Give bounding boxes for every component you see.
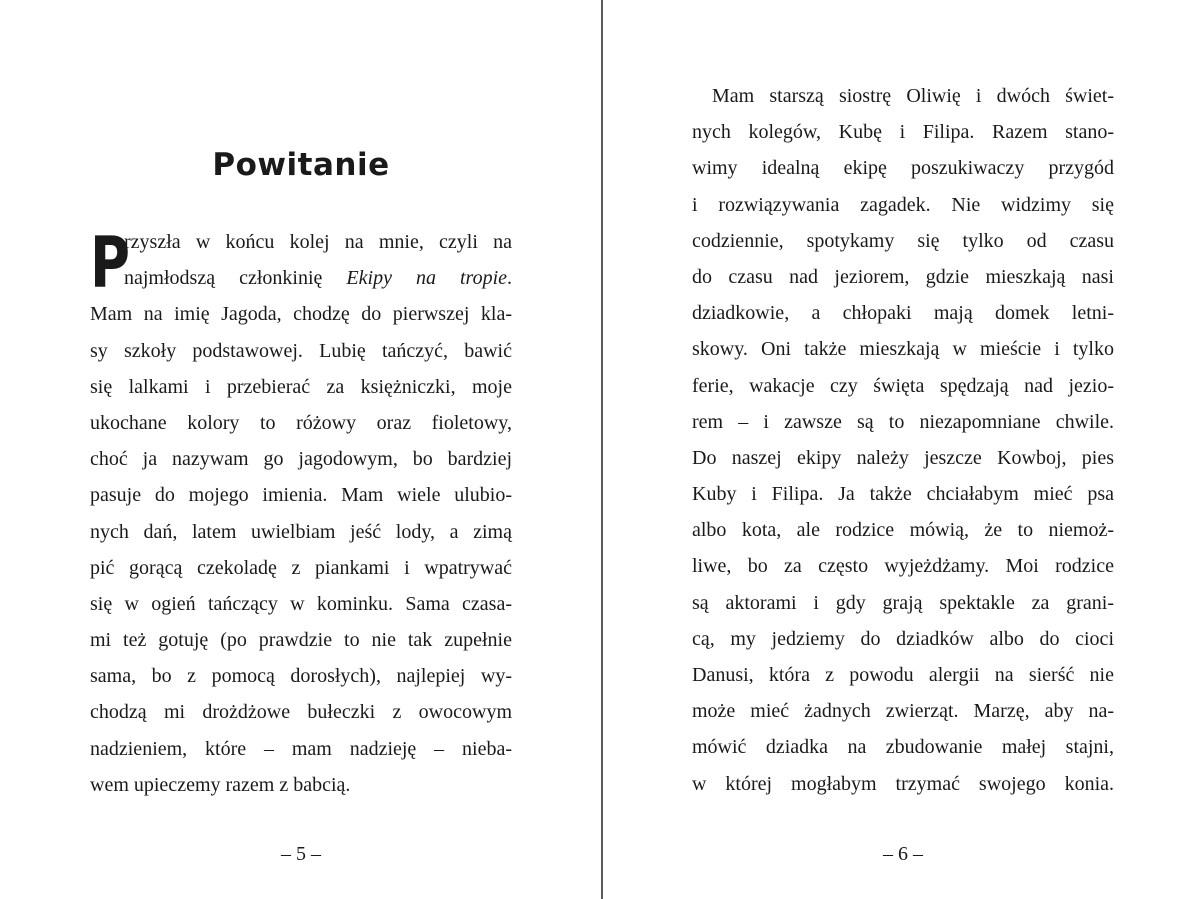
drop-cap: P — [90, 222, 131, 304]
italic-title: Ekipy na tropie — [346, 267, 508, 290]
text-line: ukochane kolory to różowy oraz fioletowy, — [90, 411, 512, 434]
text-line: się lalkami i przebierać za księżniczki, moje — [90, 375, 512, 398]
text-line: chodzą mi drożdżowe bułeczki z owocowym — [90, 701, 512, 724]
text-line: rem – i zawsze są to niezapomniane chwile. — [692, 410, 1114, 433]
text-line: mówić dziadka na zbudowanie małej stajni, — [692, 736, 1114, 759]
right-body-text — [692, 78, 1114, 802]
text-fragment: najmłodszą członkinię — [124, 267, 347, 290]
text-line: codziennie, spotykamy się tylko od czasu — [692, 229, 1114, 252]
text-line: dziadkowie, a chłopaki mają domek letni- — [692, 302, 1114, 325]
text-line: cą, my jedziemy do dziadków albo do cioci — [692, 627, 1114, 650]
text-line: w której mogłabym trzymać swojego konia. — [692, 772, 1114, 795]
text-line: Mam starszą siostrę Oliwię i dwóch świet- — [712, 85, 1114, 107]
page-number: – 5 – — [281, 843, 321, 865]
text-line: albo kota, ale rodzice mówią, że to niemoż- — [692, 519, 1114, 542]
text-line: rzyszła w końcu kolej na mnie, czyli na — [124, 231, 512, 253]
text-line: się w ogień tańczący w kominku. Sama czasa- — [90, 592, 512, 615]
text-line: pić gorącą czekoladę z piankami i wpatrywać — [90, 556, 512, 579]
text-line: sama, bo z pomocą dorosłych), najlepiej wy- — [90, 665, 512, 688]
text-line: wem upieczemy razem z babcią. — [90, 773, 351, 796]
text-line: pasuje do mojego imienia. Mam wiele ulubio- — [90, 484, 512, 507]
text-line: choć ja nazywam go jagodowym, bo bardziej — [90, 448, 512, 471]
gutter-divider — [601, 0, 603, 899]
left-body-text — [90, 224, 512, 803]
text-line: Kuby i Filipa. Ja także chciałabym mieć psa — [692, 483, 1114, 506]
page-number: – 6 – — [883, 843, 923, 865]
text-line: sy szkoły podstawowej. Lubię tańczyć, bawić — [90, 339, 512, 362]
text-line: ferie, wakacje czy święta spędzają nad jezio- — [692, 374, 1114, 397]
right-page — [692, 0, 1114, 899]
text-line: nadzieniem, które – mam nadzieję – nieba- — [90, 737, 512, 760]
text-line: skowy. Oni także mieszkają w mieście i tylko — [692, 338, 1114, 361]
text-line: może mieć żadnych zwierząt. Marzę, aby na- — [692, 700, 1114, 723]
text-fragment: . — [507, 267, 513, 290]
text-line: wimy idealną ekipę poszukiwaczy przygód — [692, 157, 1114, 180]
text-line: Danusi, która z powodu alergii na sierść nie — [692, 664, 1114, 686]
text-line: liwe, bo za często wyjeżdżamy. Moi rodzice — [692, 555, 1114, 578]
text-line: nych dań, latem uwielbiam jeść lody, a zimą — [90, 520, 512, 543]
text-line: i rozwiązywania zagadek. Nie widzimy się — [692, 193, 1114, 216]
text-line: są aktorami i gdy grają spektakle za grani- — [692, 591, 1114, 614]
text-line: Do naszej ekipy należy jeszcze Kowboj, pies — [692, 446, 1114, 469]
left-page — [90, 0, 512, 899]
chapter-title: Powitanie — [212, 147, 390, 183]
text-line — [90, 260, 512, 296]
text-line: Mam na imię Jagoda, chodzę do pierwszej kla- — [90, 303, 512, 326]
text-line: nych kolegów, Kubę i Filipa. Razem stano- — [692, 121, 1114, 144]
text-line: do czasu nad jeziorem, gdzie mieszkają nasi — [692, 265, 1114, 288]
text-line: mi też gotuję (po prawdzie to nie tak zupełnie — [90, 629, 512, 652]
